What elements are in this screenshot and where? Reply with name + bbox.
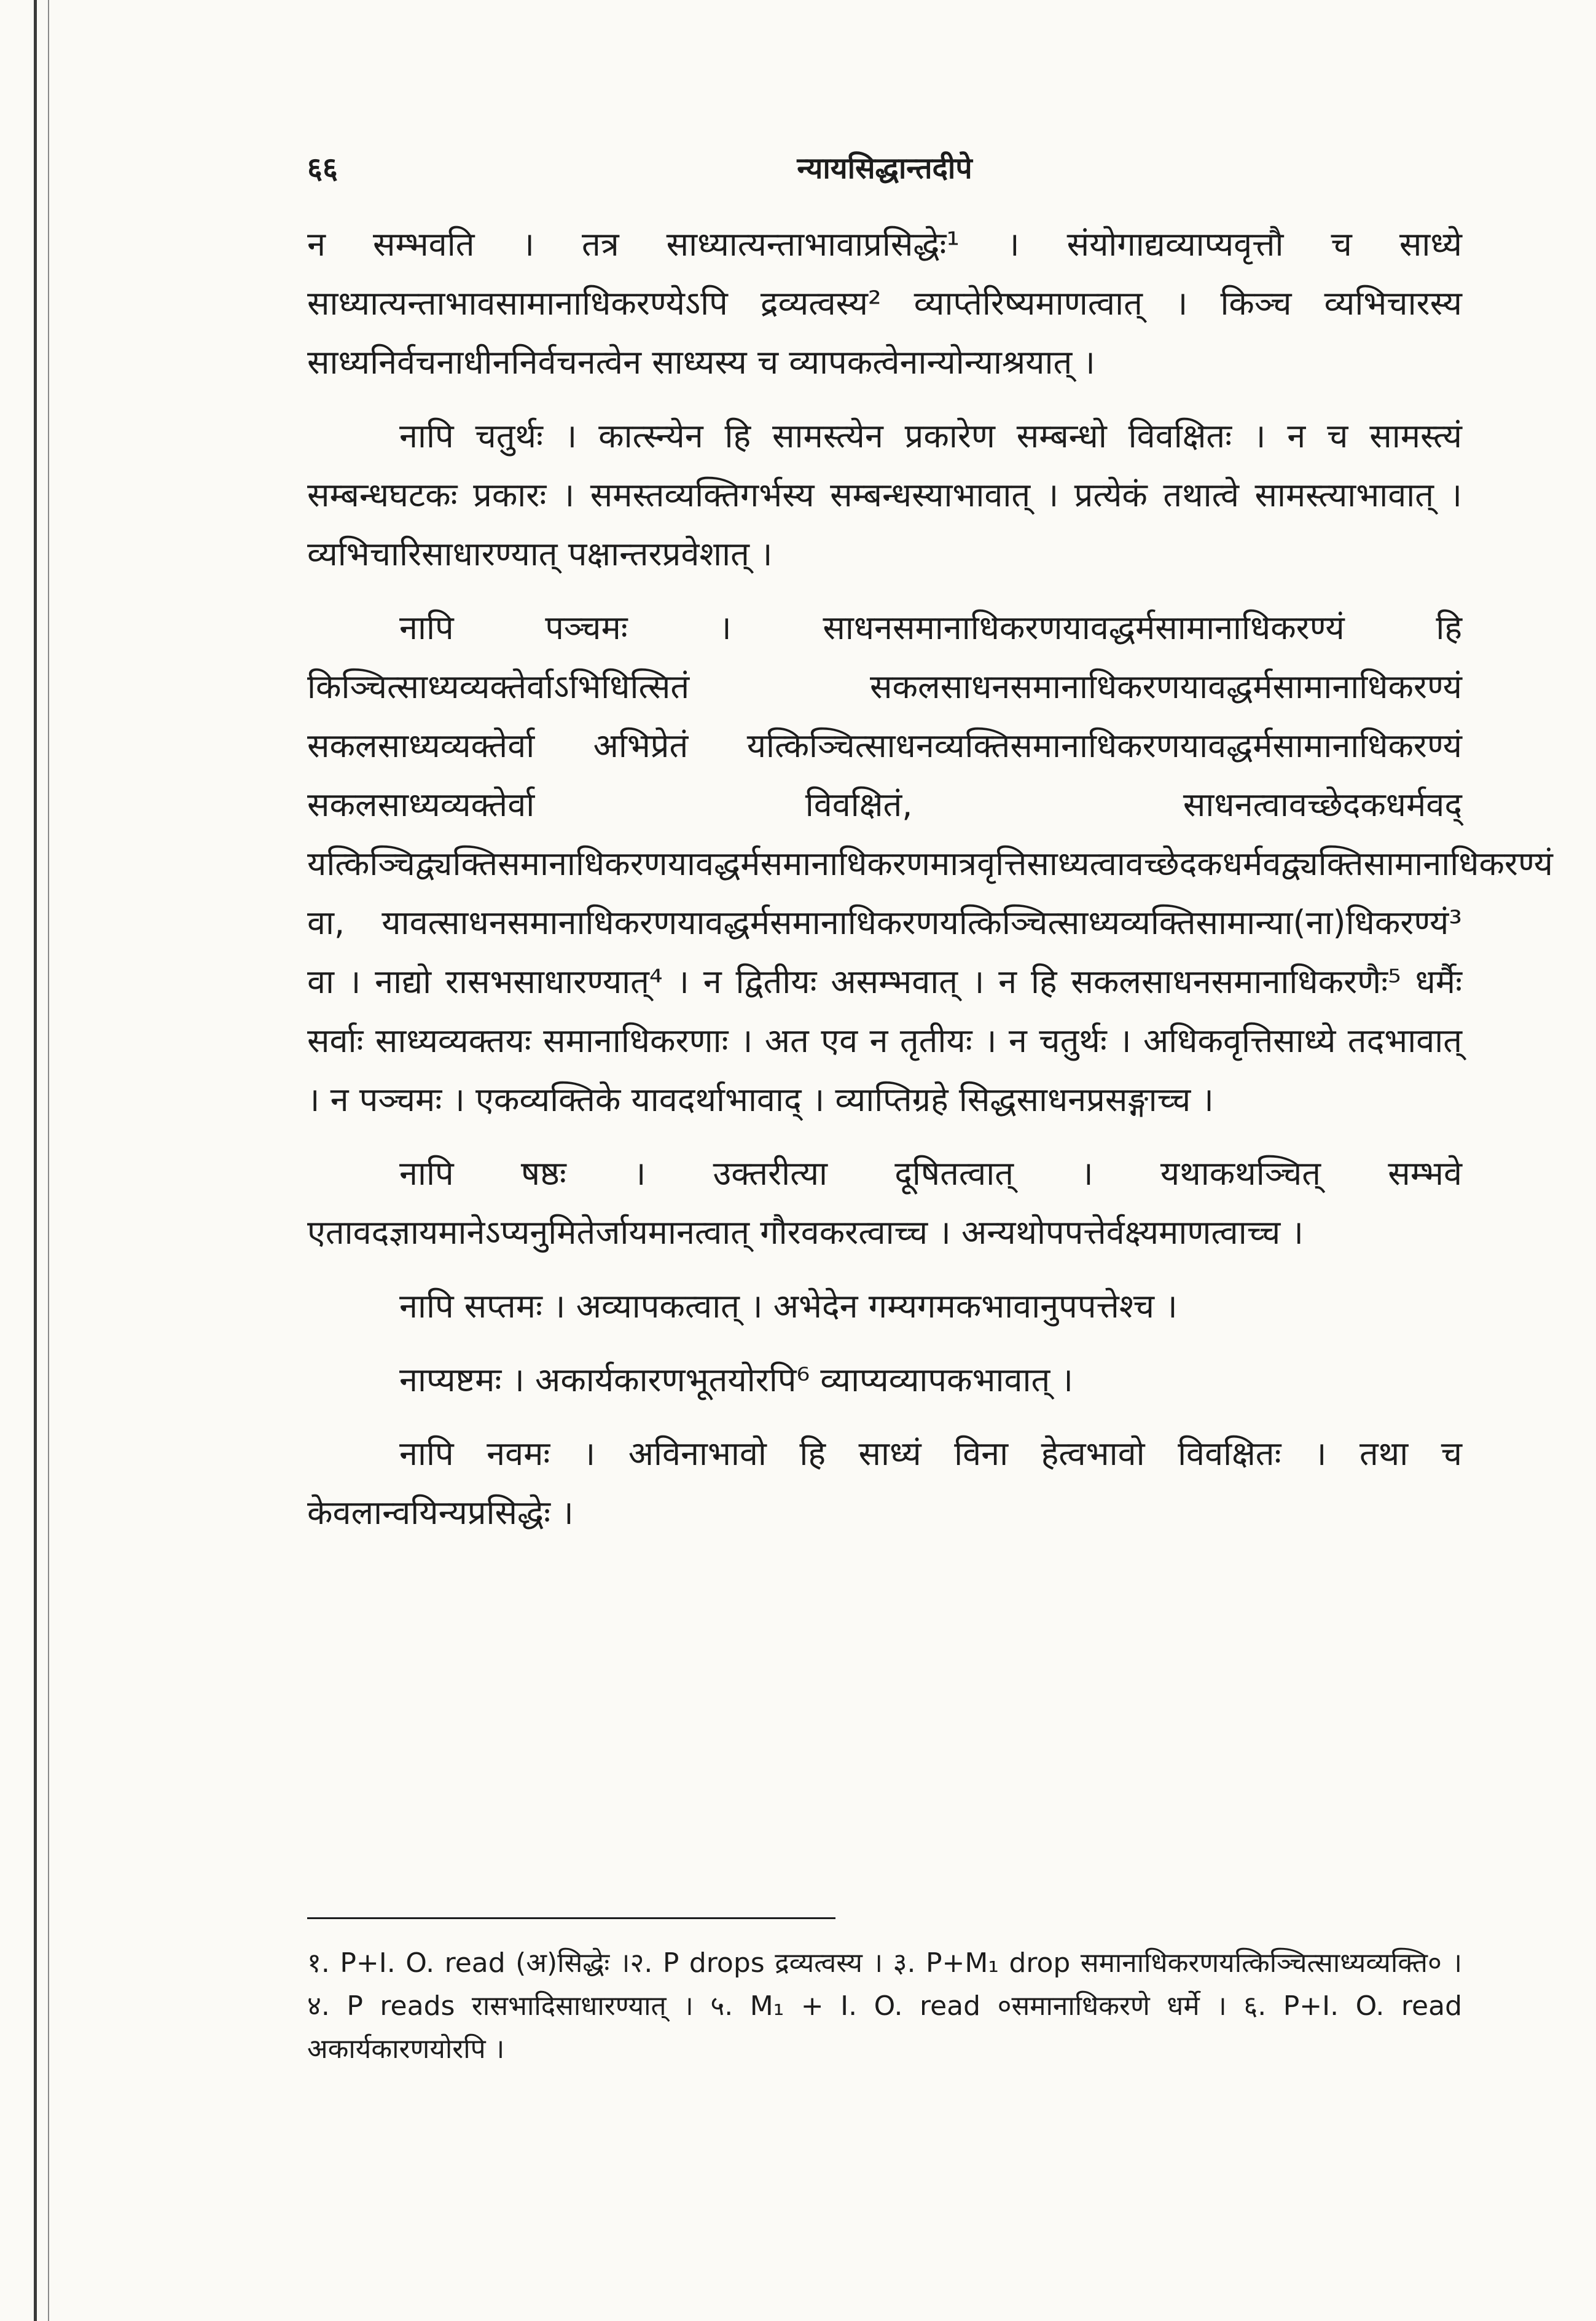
paragraph: नापि चतुर्थः । कात्स्न्येन हि सामस्त्येन प्रकारेण सम्बन्धो विवक्षितः । न च सामस्त्यं सम्बन्धघटकः प्रकारः । समस्तव्यक्तिगर्भस्य सम्बन्धस्याभावात् । प्रत्येकं तथात्वे सामस्त्याभावात् । व्यभिचारिसाधारण्यात् पक्षान्तरप्रवेशात् । — [307, 417, 1462, 573]
footnotes: १. P+I. O. read (अ)सिद्धेः ।२. P drops द्रव्यत्वस्य । ३. P+M₁ drop समानाधिकरणयत्किञ्चित्साध्यव्यक्ति० । ४. P reads रासभादिसाधारण्यात् । ५. M₁ + I. O. read ०समानाधिकरणे धर्मे । ६. P+I. O. read अकार्यकारणयोरपि । — [307, 1947, 1462, 2065]
footnote-rule — [307, 1917, 835, 1919]
page-body — [307, 215, 1553, 1557]
paragraph: न सम्भवति । तत्र साध्यात्यन्ताभावाप्रसिद्धेः¹ । संयोगाद्यव्याप्यवृत्तौ च साध्ये साध्यात्यन्ताभावसामानाधिकरण्येऽपि द्रव्यत्वस्य² व्याप्तेरिष्यमाणत्वात् । किञ्च व्यभिचारस्य साध्यनिर्वचनाधीननिर्वचनत्वेन साध्यस्य च व्यापकत्वेनान्योन्याश्रयात् । — [307, 225, 1462, 382]
paragraph: नापि सप्तमः । अव्यापकत्वात् । अभेदेन गम्यगमकभावानुपपत्तेश्च । — [399, 1287, 1178, 1325]
book-page — [307, 123, 1553, 2212]
page-number: ६६ — [307, 151, 338, 186]
paragraph: नाप्यष्टमः । अकार्यकारणभूतयोरपि⁶ व्याप्यव्यापकभावात् । — [399, 1361, 1073, 1399]
running-title: न्यायसिद्धान्तदीपे — [797, 151, 972, 186]
page-header — [307, 147, 1462, 197]
paragraph: नापि पञ्चमः । साधनसमानाधिकरणयावद्धर्मसामानाधिकरण्यं हि किञ्चित्साध्यव्यक्तेर्वाऽभिधित्सितं सकलसाधनसमानाधिकरणयावद्धर्मसामानाधिकरण्यं सकलसाध्यव्यक्तेर्वा अभिप्रेतं यत्किञ्चित्साधनव्यक्तिसमानाधिकरणयावद्धर्मसामानाधिकरण्यं सकलसाध्यव्यक्तेर्वा विवक्षितं, साधनत्वावच्छेदकधर्मवद् यत्किञ्चिद्व्यक्तिसमानाधिकरणयावद्धर्मसमानाधिकरणमात्रवृत्तिसाध्यत्वावच्छेदकधर्मवद्व्यक्तिसामानाधिकरण्यं वा, यावत्साधनसमानाधिकरणयावद्धर्मसमानाधिकरणयत्किञ्चित्साध्यव्यक्तिसामान्या(ना)धिकरण्यं³ वा । नाद्यो रासभसाधारण्यात्⁴ । न द्वितीयः असम्भवात् । न हि सकलसाधनसमानाधिकरणैः⁵ धर्मैः सर्वाः साध्यव्यक्तयः समानाधिकरणाः । अत एव न तृतीयः । न चतुर्थः । अधिकवृत्तिसाध्ये तदभावात् । न पञ्चमः । एकव्यक्तिके यावदर्थाभावाद् । व्याप्तिग्रहे सिद्धसाधनप्रसङ्गाच्च । — [307, 608, 1553, 1119]
scan-edge-line — [34, 0, 37, 2321]
scan-edge-line-inner — [48, 0, 49, 2321]
paragraph: नापि नवमः । अविनाभावो हि साध्यं विना हेत्वभावो विवक्षितः । तथा च केवलान्वयिन्यप्रसिद्धेः । — [307, 1434, 1462, 1532]
paragraph: नापि षष्ठः । उक्तरीत्या दूषितत्वात् । यथाकथञ्चित् सम्भवे एतावदज्ञायमानेऽप्यनुमितेर्जायमानत्वात् गौरवकरत्वाच्च । अन्यथोपपत्तेर्वक्ष्यमाणत्वाच्च । — [307, 1154, 1462, 1252]
